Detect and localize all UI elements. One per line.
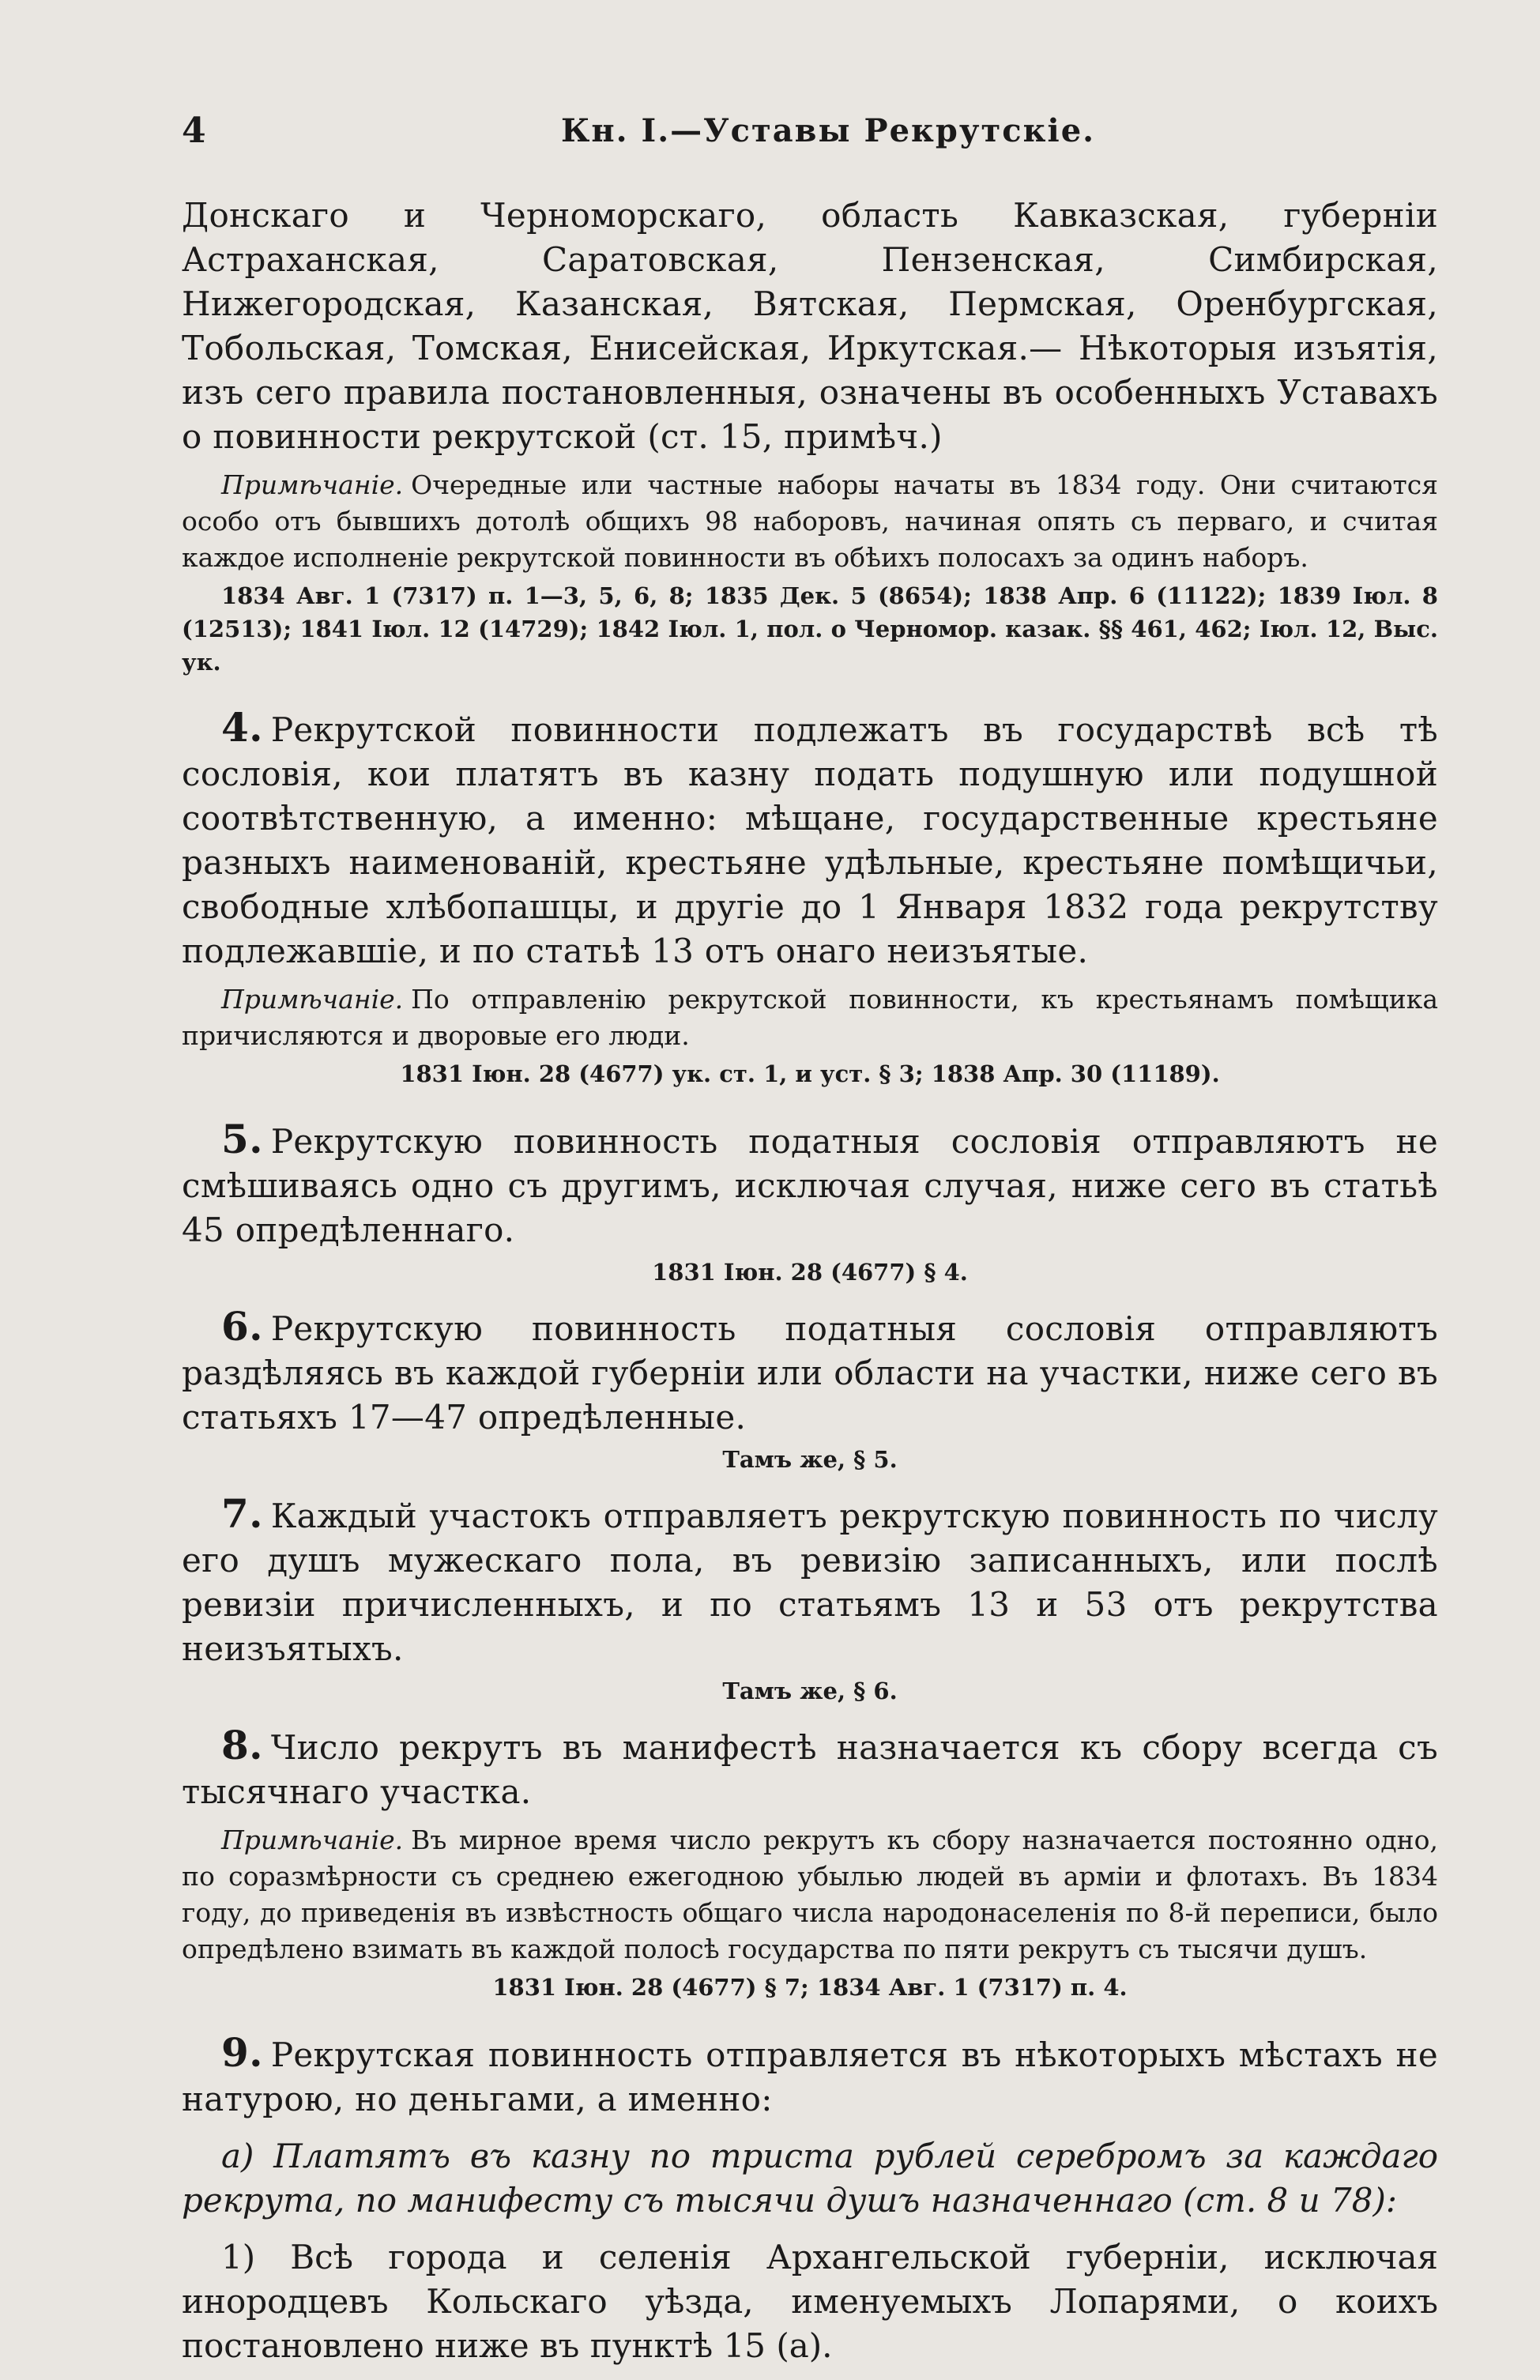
note-1-label: Примѣчаніе. xyxy=(221,469,404,500)
article-7-text: Каждый участокъ отправляетъ рекрутскую повинность по числу его душъ мужескаго пола, въ ревизію записанныхъ, или послѣ ревизіи причисленныхъ, и по статьямъ 13 и 53 отъ рекрутства неизъятыхъ. xyxy=(182,1497,1438,1668)
reference-2: 1831 Іюн. 28 (4677) ук. ст. 1, и уст. § 3; 1838 Апр. 30 (11189). xyxy=(400,1060,1220,1087)
subsection-a-text: а) Платятъ въ казну по триста рублей серебромъ за каждаго рекрута, по манифесту съ тысячи душъ назначеннаго (ст. 8 и 78): xyxy=(182,2137,1438,2220)
article-7 xyxy=(182,1492,1438,1671)
note-2 xyxy=(182,981,1438,1054)
reference-6: 1831 Іюн. 28 (4677) § 7; 1834 Авг. 1 (7317) п. 4. xyxy=(492,1974,1128,2001)
article-6-text: Рекрутскую повинность податныя сословія отправляютъ раздѣляясь въ каждой губерніи или области на участки, ниже сего въ статьяхъ 17—47 опредѣленные. xyxy=(182,1309,1438,1437)
article-9-text: Рекрутская повинность отправляется въ нѣкоторыхъ мѣстахъ не натурою, но деньгами, а именно: xyxy=(182,2035,1438,2118)
reference-1: 1834 Авг. 1 (7317) п. 1—3, 5, 6, 8; 1835 Дек. 5 (8654); 1838 Апр. 6 (11122); 1839 Іюл. 8 (12513); 1841 Іюл. 12 (14729); 1842 Іюл. 1, пол. о Черномор. казак. §§ 461, 462; Іюл. 12, Выс. ук. xyxy=(182,582,1438,676)
note-3 xyxy=(182,1822,1438,1968)
note-1 xyxy=(182,467,1438,576)
article-4-number: 4. xyxy=(221,704,263,751)
note-3-text: Въ мирное время число рекрутъ къ сбору назначается постоянно одно, по соразмѣрности съ среднею ежегодною убылью людей въ арміи и флотахъ. Въ 1834 году, до приведенія въ извѣстность общаго числа народонаселенія по 8-й переписи, было опредѣлено взимать въ каждой полосѣ государства по пяти рекрутъ съ тысячи душъ. xyxy=(182,1825,1438,1964)
page-header xyxy=(182,111,1414,158)
article-8 xyxy=(182,1723,1438,1814)
article-5 xyxy=(182,1117,1438,1252)
subsection-a xyxy=(182,2134,1438,2223)
running-title: Кн. I.—Уставы Рекрутскіе. xyxy=(561,112,1096,149)
article-9-number: 9. xyxy=(221,2029,263,2076)
note-1-text: Очередные или частные наборы начаты въ 1834 году. Они считаются особо отъ бывшихъ дотолѣ общихъ 98 наборовъ, начиная опять съ перваго, и считая каждое исполненіе рекрутской повинности въ обѣихъ полосахъ за одинъ наборъ. xyxy=(182,469,1438,573)
reference-3: 1831 Іюн. 28 (4677) § 4. xyxy=(652,1259,968,1286)
article-6 xyxy=(182,1305,1438,1440)
reference-5: Тамъ же, § 6. xyxy=(722,1678,898,1704)
article-7-number: 7. xyxy=(221,1490,263,1537)
article-4 xyxy=(182,706,1438,973)
subsection-1 xyxy=(182,2235,1438,2368)
article-5-text: Рекрутскую повинность податныя сословія отправляютъ не смѣшиваясь одно съ другимъ, исключая случая, ниже сего въ статьѣ 45 опредѣленнаго. xyxy=(182,1122,1438,1249)
article-8-text: Число рекрутъ въ манифестѣ назначается къ сбору всегда съ тысячнаго участка. xyxy=(182,1728,1438,1811)
reference-4: Тамъ же, § 5. xyxy=(722,1446,898,1473)
article-8-number: 8. xyxy=(221,1722,263,1768)
article-6-number: 6. xyxy=(221,1303,263,1350)
note-3-label: Примѣчаніе. xyxy=(221,1825,404,1855)
article-5-number: 5. xyxy=(221,1116,263,1162)
subsection-1-text: 1) Всѣ города и селенія Архангельской губерніи, исключая инородцевъ Кольскаго уѣзда, именуемыхъ Лопарями, о коихъ постановлено ниже въ пунктѣ 15 (а). xyxy=(182,2238,1438,2365)
note-2-label: Примѣчаніе. xyxy=(221,984,404,1015)
article-9 xyxy=(182,2031,1438,2122)
intro-paragraph: Донскаго и Черноморскаго, область Кавказская, губерніи Астраханская, Саратовская, Пензенская, Симбирская, Нижегородская, Казанская, Вятская, Пермская, Оренбургская, Тобольская, Томская, Енисейская, Иркутская.— Нѣкоторыя изъятія, изъ сего правила постановленныя, означены въ особенныхъ Уставахъ о повинности рекрутской (ст. 15, примѣч.) xyxy=(182,196,1438,456)
note-2-text: По отправленію рекрутской повинности, къ крестьянамъ помѣщика причисляются и дворовые его люди. xyxy=(182,984,1438,1051)
page-content xyxy=(182,194,1438,2368)
article-4-text: Рекрутской повинности подлежатъ въ государствѣ всѣ тѣ сословія, кои платятъ въ казну подать подушную или подушной соотвѣтственную, а именно: мѣщане, государственные крестьяне разныхъ наименованій, крестьяне удѣльные, крестьяне помѣщичьи, свободные хлѣбопашцы, и другіе до 1 Января 1832 года рекрутству подлежавшіе, и по статьѣ 13 отъ онаго неизъятые. xyxy=(182,710,1438,970)
page-number: 4 xyxy=(182,111,206,151)
